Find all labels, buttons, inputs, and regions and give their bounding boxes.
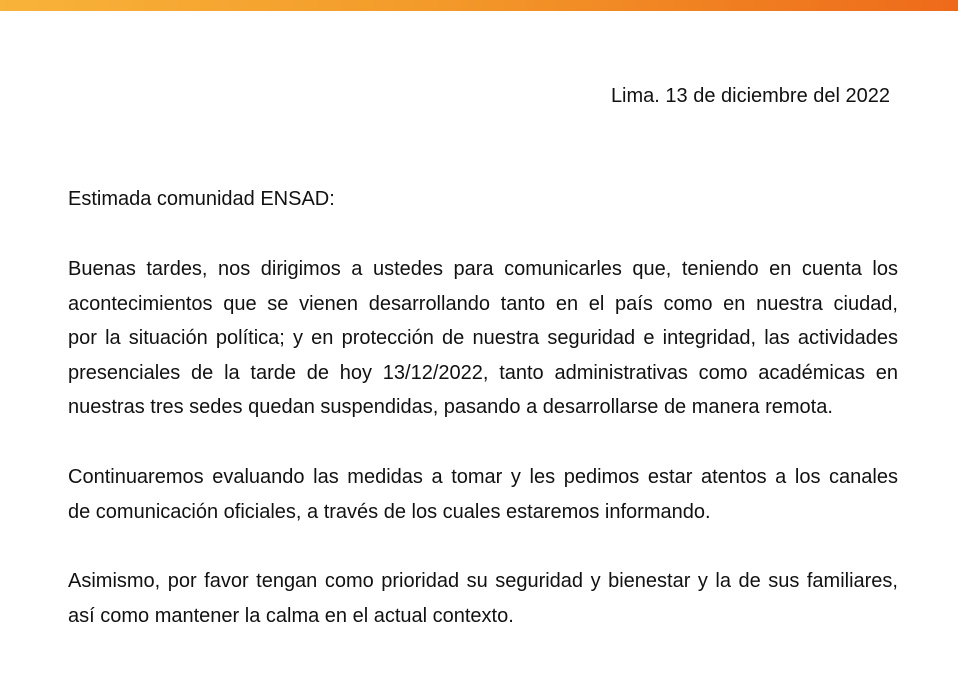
paragraph-official-channels [68,460,898,529]
paragraph-line: acontecimientos que se vienen desarrollando tanto en el país como en nuestra ciudad, [68,292,898,315]
paragraph-suspension-notice [68,252,898,425]
letter-date: Lima. 13 de diciembre del 2022 [610,85,890,107]
paragraph-safety-priority [68,564,898,633]
paragraph-line: nuestras tres sedes quedan suspendidas, pasando a desarrollarse de manera remota. [68,396,833,418]
paragraph-line: Asimismo, por favor tengan como prioridad su seguridad y bienestar y la de sus familiares, [68,570,898,592]
letter-salutation: Estimada comunidad ENSAD: [68,188,335,210]
paragraph-line: presenciales de la tarde de hoy 13/12/2022, tanto administrativas como académicas en [68,361,898,384]
paragraph-line: por la situación política; y en protección de nuestra seguridad e integridad, las actividades [68,327,898,349]
paragraph-line: así como mantener la calma en el actual contexto. [68,604,514,627]
paragraph-line: Buenas tardes, nos dirigimos a ustedes para comunicarles que, teniendo en cuenta los [68,258,898,280]
top-accent-bar [0,0,958,11]
paragraph-line: Continuaremos evaluando las medidas a tomar y les pedimos estar atentos a los canales [68,466,898,488]
paragraph-line: de comunicación oficiales, a través de los cuales estaremos informando. [68,500,711,523]
